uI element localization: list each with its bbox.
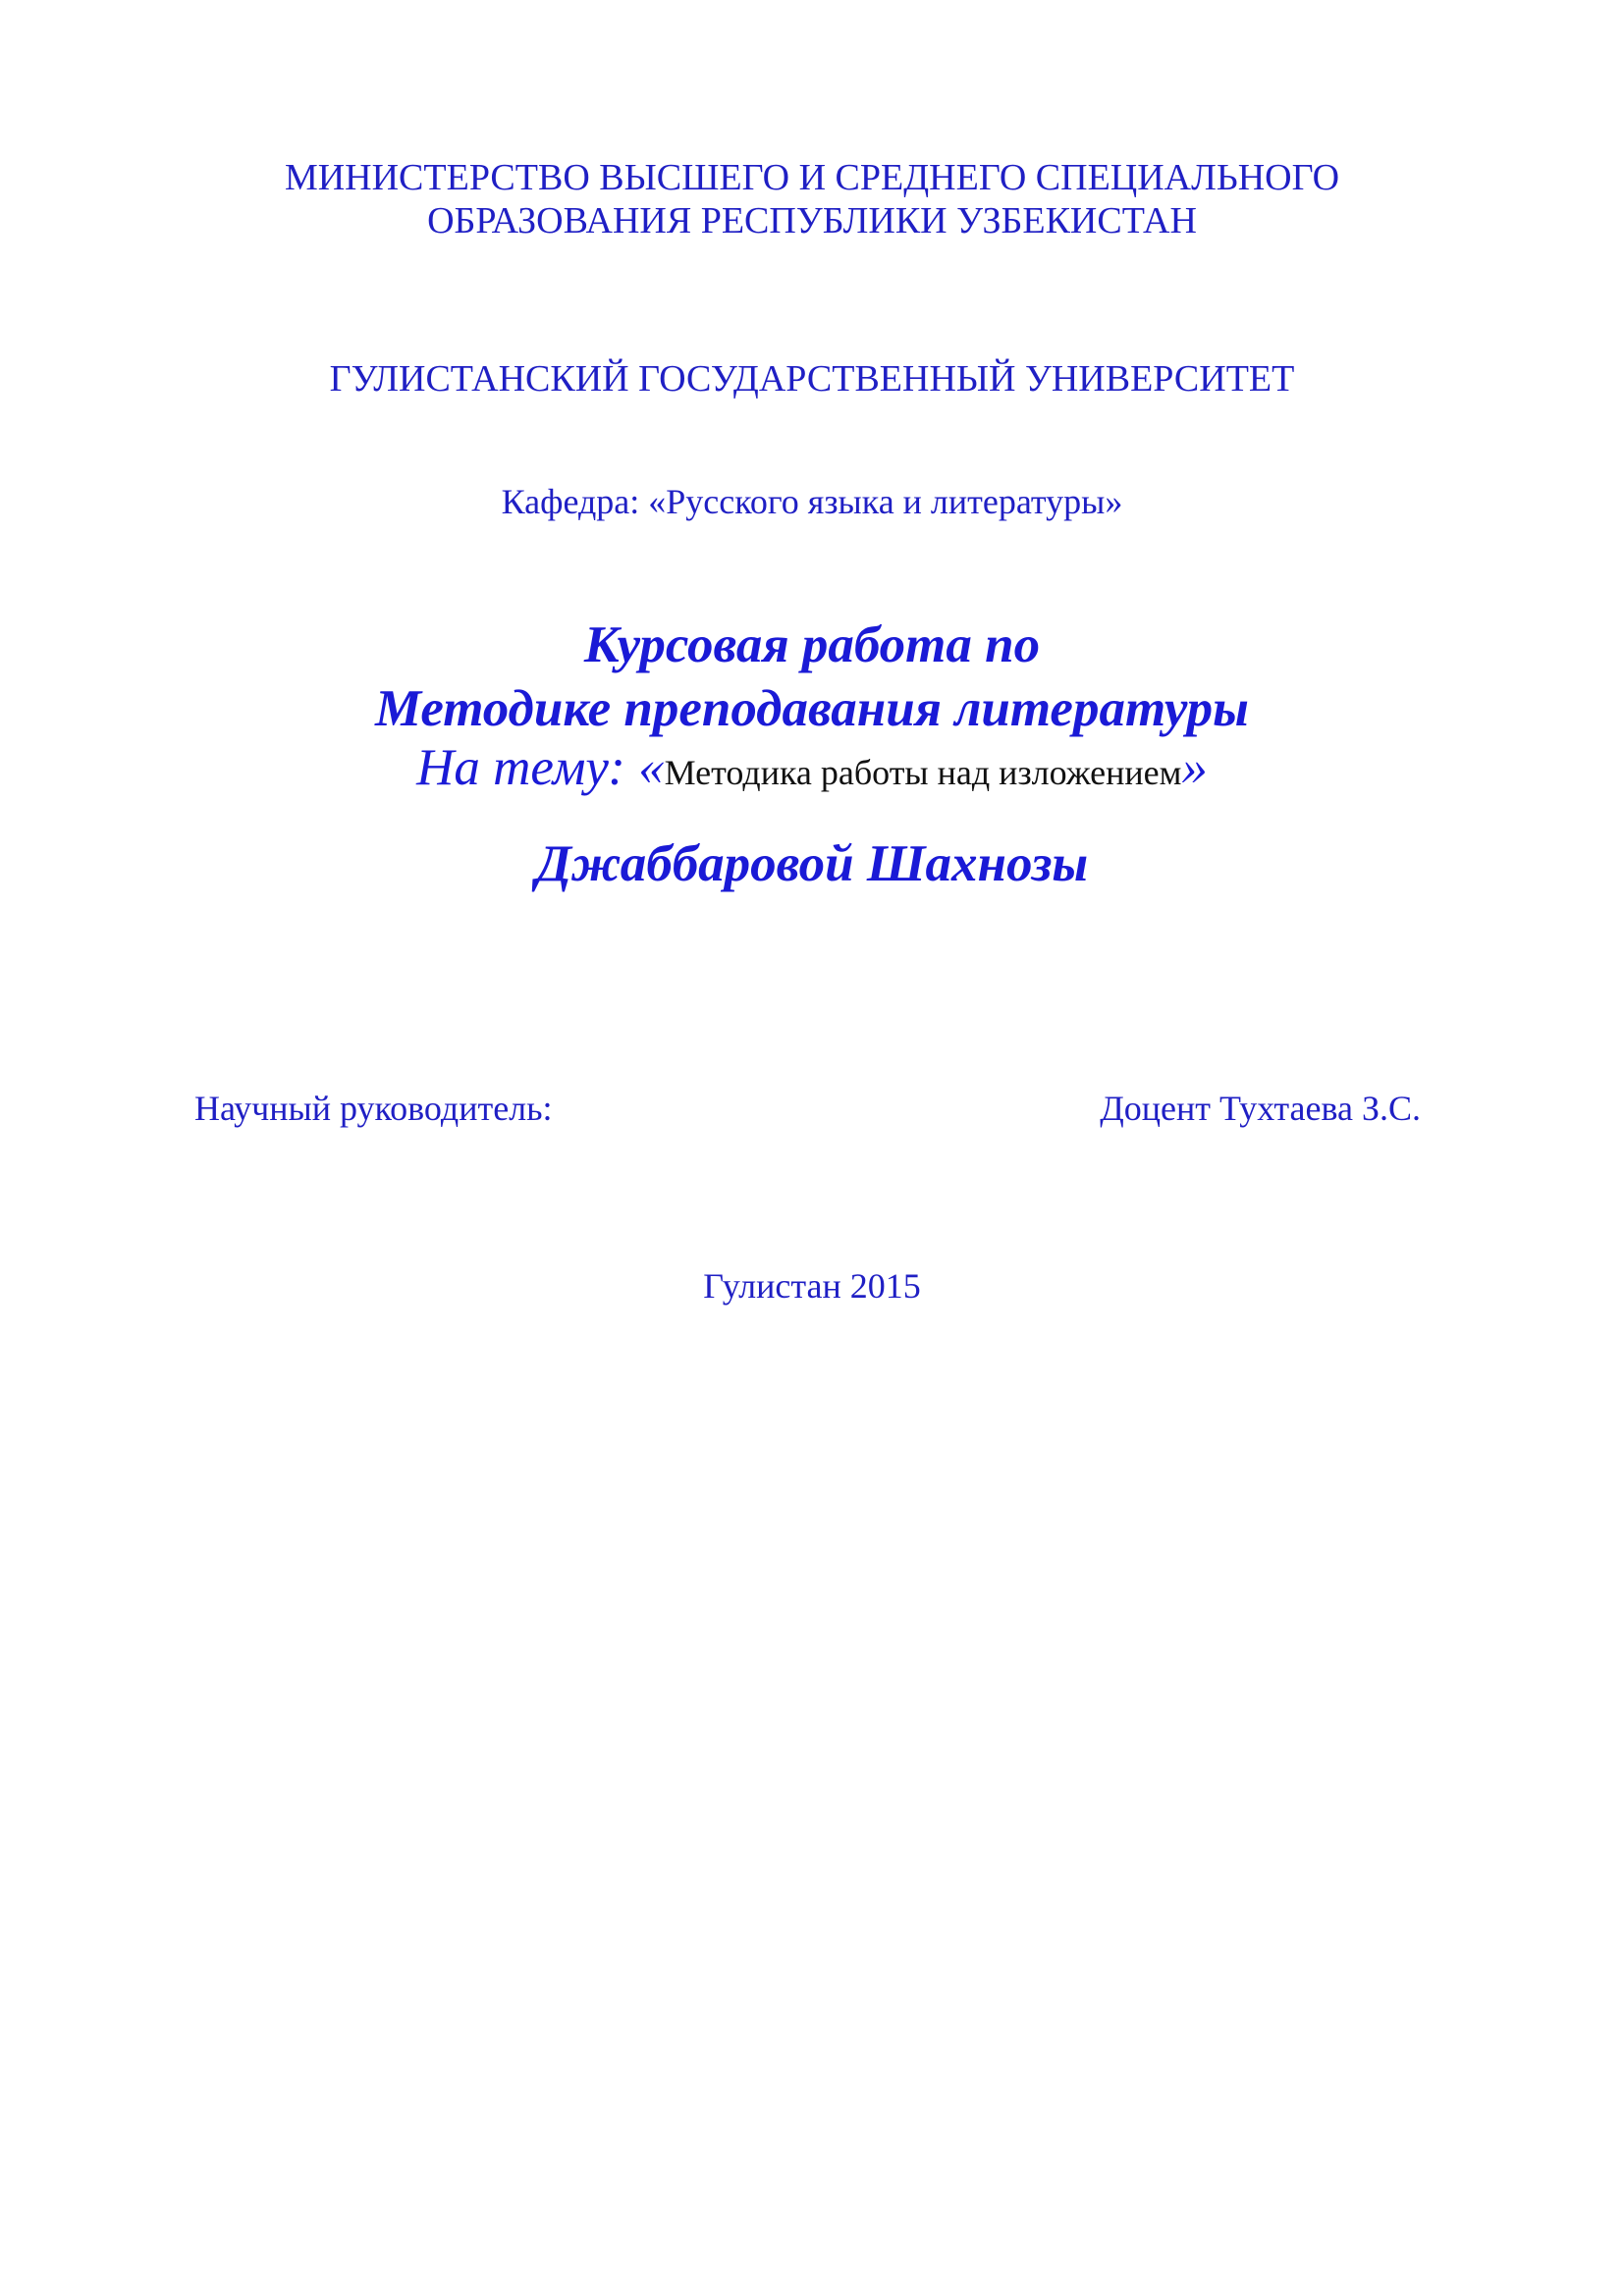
supervisor-name: Доцент Тухтаева З.С. bbox=[1100, 1089, 1421, 1128]
author-name: Джаббаровой Шахнозы bbox=[535, 835, 1089, 892]
university-name: ГУЛИСТАНСКИЙ ГОСУДАРСТВЕННЫЙ УНИВЕРСИТЕТ bbox=[329, 358, 1295, 400]
topic-prefix: На тему: bbox=[416, 739, 639, 796]
topic-quote-open: « bbox=[638, 739, 665, 796]
city-year: Гулистан 2015 bbox=[703, 1266, 921, 1306]
topic-text: Методика работы над изложением bbox=[664, 753, 1182, 792]
ministry-line-1: МИНИСТЕРСТВО ВЫСШЕГО И СРЕДНЕГО СПЕЦИАЛЬНОГО bbox=[284, 157, 1340, 198]
ministry-line-2: ОБРАЗОВАНИЯ РЕСПУБЛИКИ УЗБЕКИСТАН bbox=[427, 200, 1197, 241]
supervisor-label: Научный руководитель: bbox=[194, 1089, 553, 1128]
topic-quote-close: » bbox=[1181, 739, 1208, 796]
department-name: Кафедра: «Русского языка и литературы» bbox=[501, 482, 1123, 521]
work-title-line-1: Курсовая работа по bbox=[583, 616, 1041, 673]
topic-line bbox=[0, 736, 1624, 804]
work-title-line-2: Методике преподавания литературы bbox=[375, 680, 1249, 737]
